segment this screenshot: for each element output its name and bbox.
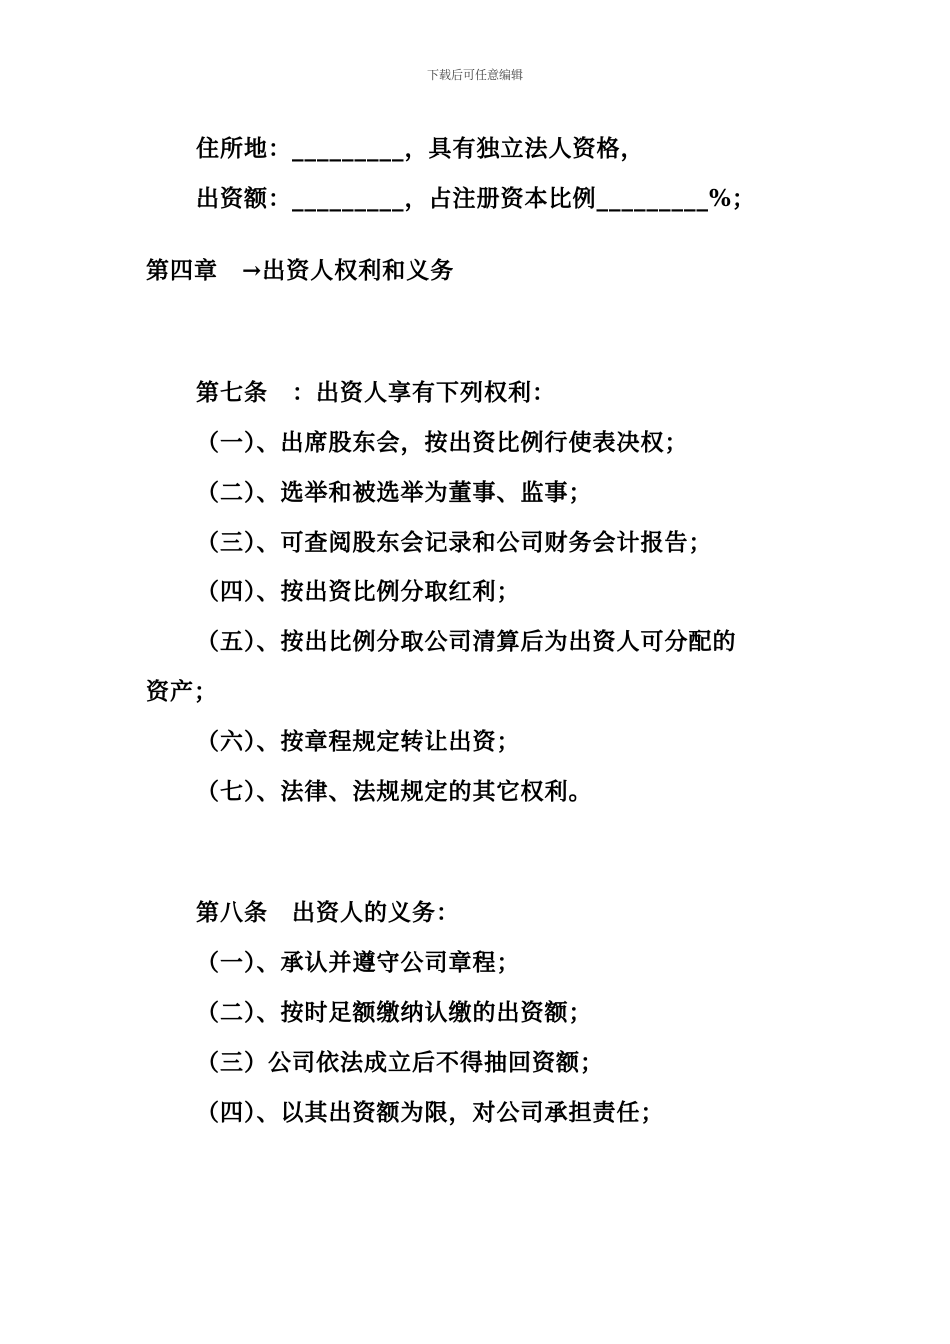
article7-item-5-cont: 资产； [146, 678, 218, 705]
article8-item-3: （三）公司依法成立后不得抽回资额； [196, 1049, 604, 1076]
article7-item-1: （一）、出席股东会，按出资比例行使表决权； [196, 429, 689, 456]
article7-item-7: （七）、法律、法规规定的其它权利。 [196, 778, 593, 805]
article7-heading: 第七条 ：出资人享有下列权利： [196, 379, 556, 406]
article7-item-3: （三）、可查阅股东会记录和公司财务会计报告； [196, 529, 713, 556]
article7-item-2: （二）、选举和被选举为董事、监事； [196, 479, 593, 506]
capital-line: 出资额：_________，占注册资本比例_________%； [196, 185, 756, 212]
chapter-title: 第四章 →出资人权利和义务 [146, 257, 455, 284]
article8-item-2: （二）、按时足额缴纳认缴的出资额； [196, 999, 593, 1026]
article7-item-6: （六）、按章程规定转让出资； [196, 728, 521, 755]
header-note: 下载后可任意编辑 [426, 68, 523, 82]
article8-item-4: （四）、以其出资额为限，对公司承担责任； [196, 1099, 665, 1126]
article8-heading: 第八条 出资人的义务： [196, 899, 460, 926]
article7-item-4: （四）、按出资比例分取红利； [196, 578, 521, 605]
article7-item-5: （五）、按出比例分取公司清算后为出资人可分配的 [196, 628, 737, 655]
article8-item-1: （一）、承认并遵守公司章程； [196, 949, 521, 976]
domicile-line: 住所地：_________，具有独立法人资格， [196, 135, 645, 162]
